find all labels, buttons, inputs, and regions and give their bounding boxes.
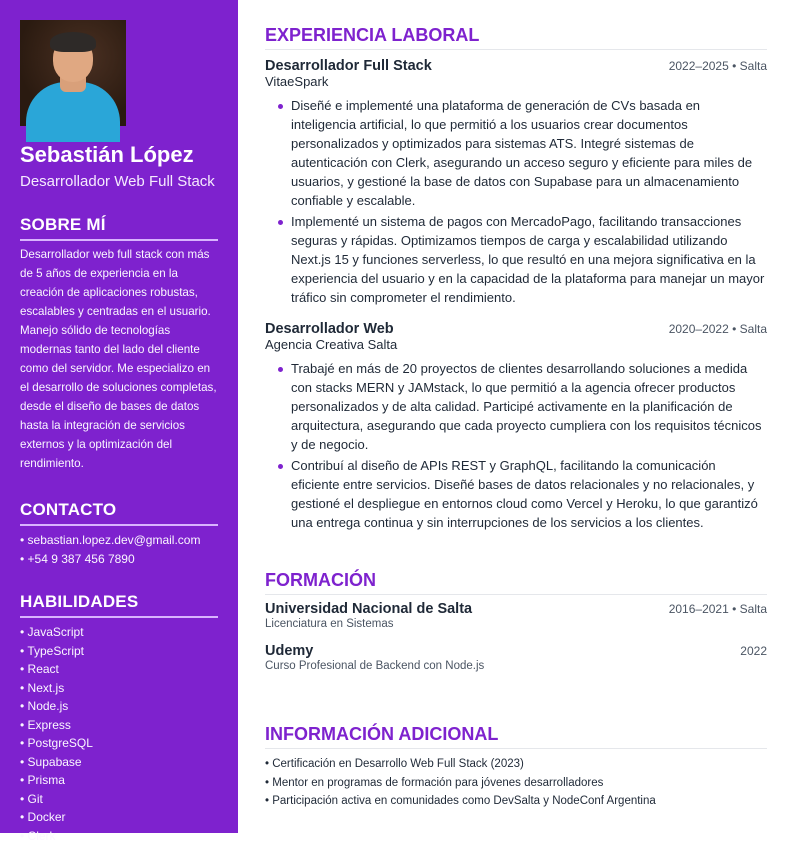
about-heading: SOBRE MÍ (20, 215, 218, 241)
education-heading: FORMACIÓN (265, 569, 767, 595)
skill-item: • Express (20, 716, 218, 735)
additional-info-item: • Participación activa en comunidades como DevSalta y NodeConf Argentina (265, 792, 767, 811)
skill-item: • Git (20, 790, 218, 809)
additional-info-list (265, 755, 767, 811)
additional-info-item: • Certificación en Desarrollo Web Full Stack (2023) (265, 755, 767, 774)
experience-section (265, 24, 767, 532)
education-section (265, 569, 767, 673)
skill-item: • Node.js (20, 697, 218, 716)
skills-list (20, 623, 218, 845)
job-bullets (265, 96, 767, 307)
skill-item: • Supabase (20, 753, 218, 772)
skill-item: • JavaScript (20, 623, 218, 642)
skill-item: • React (20, 660, 218, 679)
education-entry (265, 643, 767, 673)
job-entry (265, 321, 767, 532)
job-bullet: Trabajé en más de 20 proyectos de clientes desarrollando soluciones a medida con stacks MERN y JAMstack, lo que permitió a la agencia ofrecer productos personalizados y de alta calidad. Participé activamente en la planificación de arquitectura, asegurando que cada proyecto cumpliera con los requisitos técnicos y de negocio. (291, 359, 767, 454)
job-bullets (265, 359, 767, 532)
education-dates: 2022 (740, 644, 767, 658)
job-company: VitaeSpark (265, 74, 767, 89)
bullet-dot-icon (278, 104, 283, 109)
bullet-dot-icon (278, 220, 283, 225)
skill-item: • PostgreSQL (20, 734, 218, 753)
profile-photo (20, 20, 126, 126)
skill-item: • Next.js (20, 679, 218, 698)
skills-heading: HABILIDADES (20, 592, 218, 618)
skill-item: • Clerk (20, 827, 218, 845)
contact-heading: CONTACTO (20, 500, 218, 526)
skill-item: • Docker (20, 808, 218, 827)
additional-info-heading: INFORMACIÓN ADICIONAL (265, 723, 767, 749)
contact-email[interactable]: • sebastian.lopez.dev@gmail.com (20, 531, 218, 550)
education-entry (265, 601, 767, 631)
additional-info-item: • Mentor en programas de formación para jóvenes desarrolladores (265, 774, 767, 793)
about-text: Desarrollador web full stack con más de 5 años de experiencia en la creación de aplicaciones robustas, escalables y centradas en el usuario. Manejo sólido de tecnologías modernas tanto del lado del cliente como del servidor. Me especializo en el desarrollo de soluciones completas, desde el diseño de bases de datos hasta la integración de servicios externos y la optimización del rendimiento. (20, 245, 220, 473)
job-title: Desarrollador Full Stack (265, 58, 432, 74)
job-bullet: Diseñé e implementé una plataforma de generación de CVs basada en inteligencia artificial, lo que permitió a los usuarios crear documentos personalizados y optimizados para sistemas ATS. Integré sistemas de autenticación con Clerk, asegurando un acceso seguro y eficiente para miles de usuarios, y gestioné la base de datos con Supabase para un almacenamiento confiable y escalable. (291, 96, 767, 210)
job-company: Agencia Creativa Salta (265, 337, 767, 352)
candidate-name: Sebastián López (20, 142, 218, 168)
additional-info-section (265, 723, 767, 811)
bullet-dot-icon (278, 367, 283, 372)
institution-name: Universidad Nacional de Salta (265, 601, 472, 617)
skills-section (20, 592, 218, 845)
job-dates-location: 2022–2025 • Salta (669, 59, 767, 73)
education-dates-location: 2016–2021 • Salta (669, 602, 767, 616)
skill-item: • TypeScript (20, 642, 218, 661)
job-dates-location: 2020–2022 • Salta (669, 322, 767, 336)
job-bullet: Implementé un sistema de pagos con MercadoPago, facilitando transacciones seguras y rápidas. Optimizamos tiempos de carga y escalabilidad utilizando Next.js 15 y funciones serverless, lo que resultó en una mejora significativa en la experiencia del usuario y en la capacidad de la plataforma para manejar un mayor tráfico sin comprometer el rendimiento. (291, 212, 767, 307)
candidate-title: Desarrollador Web Full Stack (20, 174, 218, 190)
job-bullet: Contribuí al diseño de APIs REST y GraphQL, facilitando la comunicación eficiente entre servicios. Diseñé bases de datos relacionales y no relacionales, y gestioné el despliegue en entornos cloud como Vercel y Heroku, lo que garantizó una entrega continua y sin interrupciones de los servicios a los clientes. (291, 456, 767, 532)
institution-name: Udemy (265, 643, 313, 659)
job-entry (265, 58, 767, 307)
sidebar (0, 0, 238, 833)
job-title: Desarrollador Web (265, 321, 394, 337)
contact-section (20, 500, 218, 568)
contact-phone[interactable]: • +54 9 387 456 7890 (20, 550, 218, 569)
degree-name: Curso Profesional de Backend con Node.js (265, 659, 767, 673)
main-content (265, 24, 767, 811)
degree-name: Licenciatura en Sistemas (265, 617, 767, 631)
bullet-dot-icon (278, 464, 283, 469)
skill-item: • Prisma (20, 771, 218, 790)
experience-heading: EXPERIENCIA LABORAL (265, 24, 767, 50)
about-section (20, 215, 218, 473)
contact-list (20, 531, 218, 568)
